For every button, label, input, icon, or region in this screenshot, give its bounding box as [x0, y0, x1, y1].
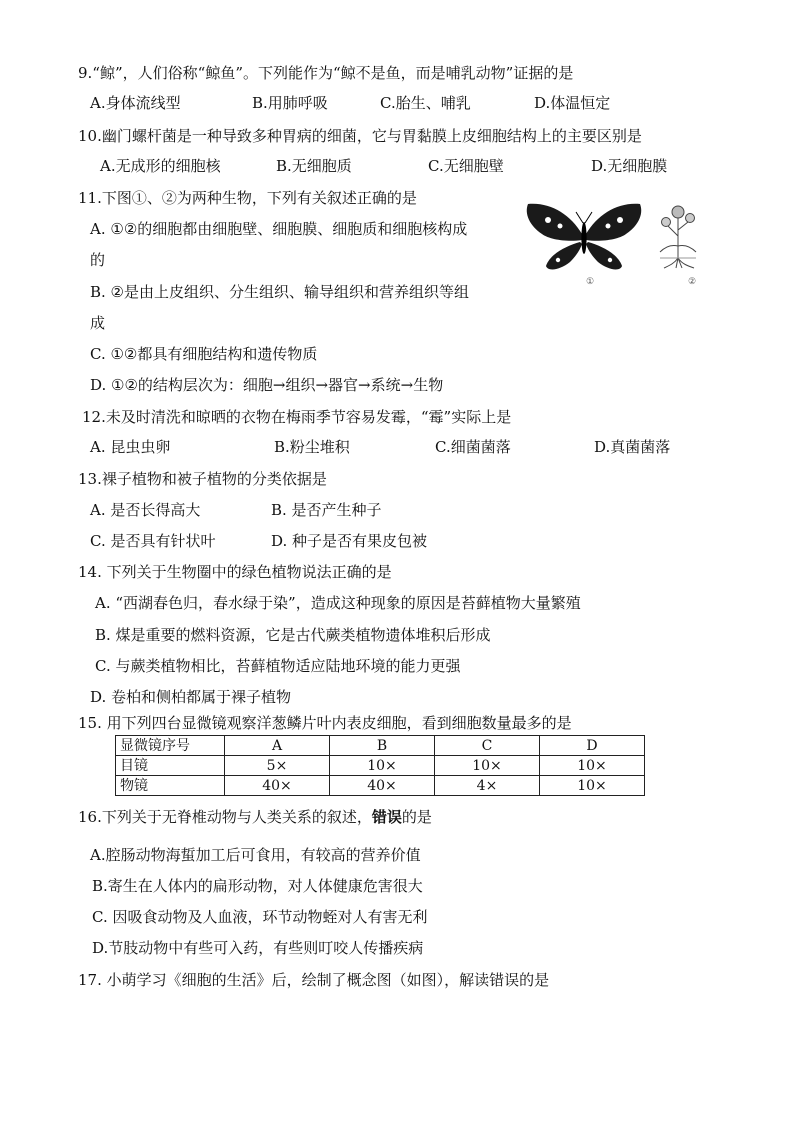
table-cell: 10× [540, 776, 645, 796]
table-header-row [116, 736, 645, 756]
table-row [116, 756, 645, 776]
q16-stem-pre: 16.下列关于无脊椎动物与人类关系的叙述， [78, 808, 372, 826]
q16-option-b: B.寄生在人体内的扁形动物，对人体健康危害很大 [92, 877, 423, 895]
question-10-options [100, 156, 740, 176]
q11-option-c: C. ①②都具有细胞结构和遗传物质 [90, 345, 318, 363]
q14-option-c: C. 与蕨类植物相比，苔藓植物适应陆地环境的能力更强 [95, 657, 461, 675]
question-13-options-row-1 [90, 500, 590, 520]
q16-option-a: A.腔肠动物海蜇加工后可食用，有较高的营养价值 [90, 846, 421, 864]
q12-option-a: A. 昆虫虫卵 [90, 438, 171, 456]
question-13-stem: 13.裸子植物和被子植物的分类依据是 [78, 470, 327, 488]
figure-label-1: ① [586, 277, 595, 287]
q11-option-a: A. ①②的细胞都由细胞壁、细胞膜、细胞质和细胞核构成 [90, 220, 468, 238]
q11-option-d: D. ①②的结构层次为：细胞→组织→器官→系统→生物 [90, 376, 444, 394]
q16-option-c: C. 因吸食动物及人血液，环节动物蛭对人有害无利 [92, 908, 428, 926]
question-13-options-row-2 [90, 531, 590, 551]
q12-option-c: C.细菌菌落 [435, 438, 511, 456]
table-cell: 4× [435, 776, 540, 796]
table-cell: 40× [225, 776, 330, 796]
table-header-cell: D [540, 736, 645, 756]
table-cell: 物镜 [116, 776, 225, 796]
q10-option-c: C.无细胞壁 [428, 157, 504, 175]
question-12-options [90, 437, 730, 457]
q14-option-d: D. 卷柏和侧柏都属于裸子植物 [90, 688, 292, 706]
q16-option-d: D.节肢动物中有些可入药，有些则叮咬人传播疾病 [92, 939, 424, 957]
figure-label-2: ② [688, 277, 697, 287]
q12-option-b: B.粉尘堆积 [274, 438, 350, 456]
question-9-stem: 9.“鲸”，人们俗称“鲸鱼”。下列能作为“鲸不是鱼，而是哺乳动物”证据的是 [78, 64, 574, 82]
question-16-stem [78, 807, 432, 827]
q13-option-a: A. 是否长得高大 [90, 501, 201, 519]
table-cell: 40× [330, 776, 435, 796]
table-cell: 10× [435, 756, 540, 776]
microscope-table [115, 735, 645, 796]
plant-icon [660, 206, 696, 268]
q13-option-d: D. 种子是否有果皮包被 [271, 532, 428, 550]
butterfly-and-plant-illustration [520, 196, 710, 288]
table-cell: 目镜 [116, 756, 225, 776]
q9-option-d: D.体温恒定 [534, 94, 611, 112]
question-9-options [90, 93, 730, 113]
q14-option-a: A. “西湖春色归，春水绿于染”，造成这种现象的原因是苔藓植物大量繁殖 [95, 594, 581, 612]
table-row [116, 776, 645, 796]
question-10-stem: 10.幽门螺杆菌是一种导致多种胃病的细菌，它与胃黏膜上皮细胞结构上的主要区别是 [78, 127, 642, 145]
q11-option-b: B. ②是由上皮组织、分生组织、输导组织和营养组织等组 [90, 283, 470, 301]
table-header-cell: A [225, 736, 330, 756]
table-cell: 10× [330, 756, 435, 776]
question-14-stem: 14. 下列关于生物圈中的绿色植物说法正确的是 [78, 563, 392, 581]
q11-figure [520, 196, 710, 288]
question-15-stem: 15. 用下列四台显微镜观察洋葱鳞片叶内表皮细胞，看到细胞数量最多的是 [78, 714, 572, 732]
q14-option-b: B. 煤是重要的燃料资源，它是古代蕨类植物遗体堆积后形成 [95, 626, 491, 644]
question-11-stem: 11.下图①、②为两种生物，下列有关叙述正确的是 [78, 189, 417, 207]
table-cell: 10× [540, 756, 645, 776]
question-17-stem: 17. 小萌学习《细胞的生活》后，绘制了概念图（如图），解读错误的是 [78, 971, 550, 989]
q11-option-b-cont: 成 [90, 314, 106, 332]
table-cell: 5× [225, 756, 330, 776]
q10-option-b: B.无细胞质 [276, 157, 352, 175]
q9-option-c: C.胎生、哺乳 [380, 94, 471, 112]
table-header-cell: C [435, 736, 540, 756]
q12-option-d: D.真菌菌落 [594, 438, 671, 456]
q10-option-d: D.无细胞膜 [591, 157, 668, 175]
q10-option-a: A.无成形的细胞核 [100, 157, 221, 175]
question-12-stem: 12.未及时清洗和晾晒的衣物在梅雨季节容易发霉，“霉”实际上是 [82, 408, 512, 426]
q13-option-b: B. 是否产生种子 [271, 501, 382, 519]
q11-option-a-cont: 的 [90, 251, 106, 269]
q9-option-b: B.用肺呼吸 [252, 94, 328, 112]
q16-stem-emphasis: 错误 [371, 808, 402, 826]
q9-option-a: A.身体流线型 [90, 94, 181, 112]
q16-stem-post: 的是 [401, 808, 432, 826]
table-header-cell: B [330, 736, 435, 756]
butterfly-icon [527, 204, 641, 270]
table-header-cell: 显微镜序号 [116, 736, 225, 756]
q13-option-c: C. 是否具有针状叶 [90, 532, 216, 550]
